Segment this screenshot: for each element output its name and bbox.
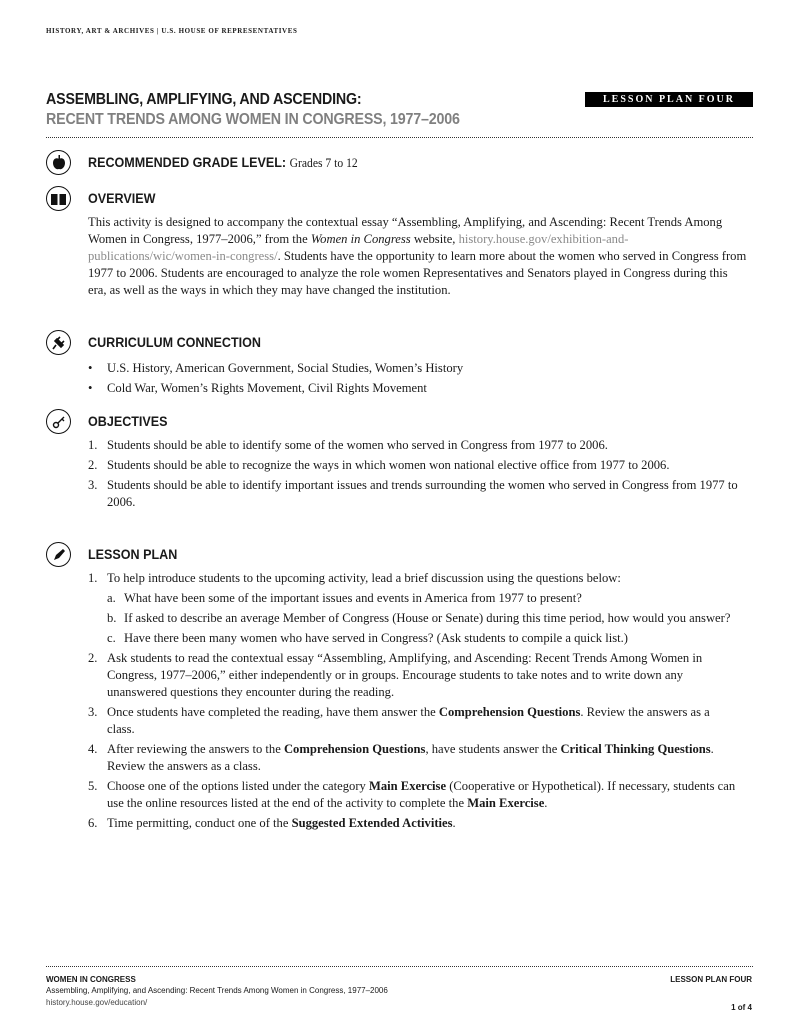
site-header xyxy=(46,27,297,35)
list-item: • U.S. History, American Government, Social Studies, Women’s History xyxy=(88,361,464,375)
page-subtitle: RECENT TRENDS AMONG WOMEN IN CONGRESS, 1977–2006 xyxy=(46,111,460,128)
list-item: 4. After reviewing the answers to the Comprehension Questions, have students answer the Critical Thinking Questions. Review the answers as a class. xyxy=(88,742,714,773)
lesson-plan-list xyxy=(88,570,738,832)
list-item: 6. Time permitting, conduct one of the Suggested Extended Activities. xyxy=(88,816,456,830)
sub-item: b. If asked to describe an average Member of Congress (House or Senate) during this time period, how would you answer? xyxy=(107,611,731,625)
house-name: U.S. HOUSE OF REPRESENTATIVES xyxy=(161,27,298,35)
lesson-plan-badge: LESSON PLAN FOUR xyxy=(585,92,753,107)
list-item: 5. Choose one of the options listed under the category Main Exercise (Cooperative or Hypothetical). If necessary, students can use the online resources listed at the end of the activity to complete the Main Exercise. xyxy=(88,779,736,810)
list-item: 2. Students should be able to recognize the ways in which women won national elective office from 1977 to 2006. xyxy=(88,458,670,472)
objectives-heading: OBJECTIVES xyxy=(88,414,168,429)
divider xyxy=(46,137,753,138)
page-title: ASSEMBLING, AMPLIFYING, AND ASCENDING: xyxy=(46,91,362,108)
curriculum-list xyxy=(88,358,748,398)
list-item: 1. To help introduce students to the upcoming activity, lead a brief discussion using the questions below: a. What have been some of the important issues and events in America from 1977 to present? b. If asked to describe an average Member of Congress (House or Senate) during this time period, how would you answer? c. Have there been many women who have served in Congress? (Ask students to compile a quick list.) xyxy=(88,570,738,647)
footer-title: WOMEN IN CONGRESS xyxy=(46,975,136,984)
book-icon xyxy=(46,186,71,211)
list-item: 2. Ask students to read the contextual essay “Assembling, Amplifying, and Ascending: Recent Trends Among Women in Congress, 1977–2006,” either independently or in groups. Encourage students to take notes and to write down any unanswered questions they encounter during the reading. xyxy=(88,651,703,699)
overview-heading: OVERVIEW xyxy=(88,191,156,206)
footer-divider xyxy=(46,966,753,967)
lesson-plan-heading: LESSON PLAN xyxy=(88,547,178,562)
footer-lesson-label: LESSON PLAN FOUR xyxy=(670,975,752,984)
org-name: HISTORY, ART & ARCHIVES xyxy=(46,27,155,35)
list-item: 3. Once students have completed the reading, have them answer the Comprehension Questions. Review the answers as a class. xyxy=(88,705,710,736)
sub-item: c. Have there been many women who have served in Congress? (Ask students to compile a quick list.) xyxy=(107,631,628,645)
footer-subtitle: Assembling, Amplifying, and Ascending: Recent Trends Among Women in Congress, 1977–2006 xyxy=(46,986,388,995)
grade-label: RECOMMENDED GRADE LEVEL: xyxy=(88,155,287,170)
list-item: 3. Students should be able to identify important issues and trends surrounding the women who served in Congress from 1977 to 2006. xyxy=(88,478,738,509)
curriculum-heading: CURRICULUM CONNECTION xyxy=(88,335,261,350)
overview-text: This activity is designed to accompany the contextual essay “Assembling, Amplifying, and Ascending: Recent Trends Among Women in Congress, 1977–2006,” from the Women in Congress website, history.house.gov/exhibition-and-publications/wic/women-in-congress/. Students have the opportunity to learn more about the women who served in Congress from 1977 to 2006. Students are encouraged to analyze the role women Representatives and Senators played in Congress during this era, as well as the ways in which they may have changed the institution. xyxy=(88,215,747,297)
pencil-icon xyxy=(46,542,71,567)
footer-url[interactable]: history.house.gov/education/ xyxy=(46,998,148,1007)
objectives-list xyxy=(88,437,748,511)
list-item: 1. Students should be able to identify some of the women who served in Congress from 1977 to 2006. xyxy=(88,438,608,452)
apple-icon xyxy=(46,150,71,175)
grade-value: Grades 7 to 12 xyxy=(289,156,358,170)
essay-link[interactable]: history.house.gov/exhibition-and-publications/wic/women-in-congress/ xyxy=(88,232,629,263)
sub-item: a. What have been some of the important issues and events in America from 1977 to present? xyxy=(107,591,582,605)
separator: | xyxy=(156,27,160,35)
page-number: 1 of 4 xyxy=(731,1003,752,1012)
plug-icon xyxy=(46,330,71,355)
list-item: • Cold War, Women’s Rights Movement, Civil Rights Movement xyxy=(88,381,427,395)
key-icon xyxy=(46,409,71,434)
